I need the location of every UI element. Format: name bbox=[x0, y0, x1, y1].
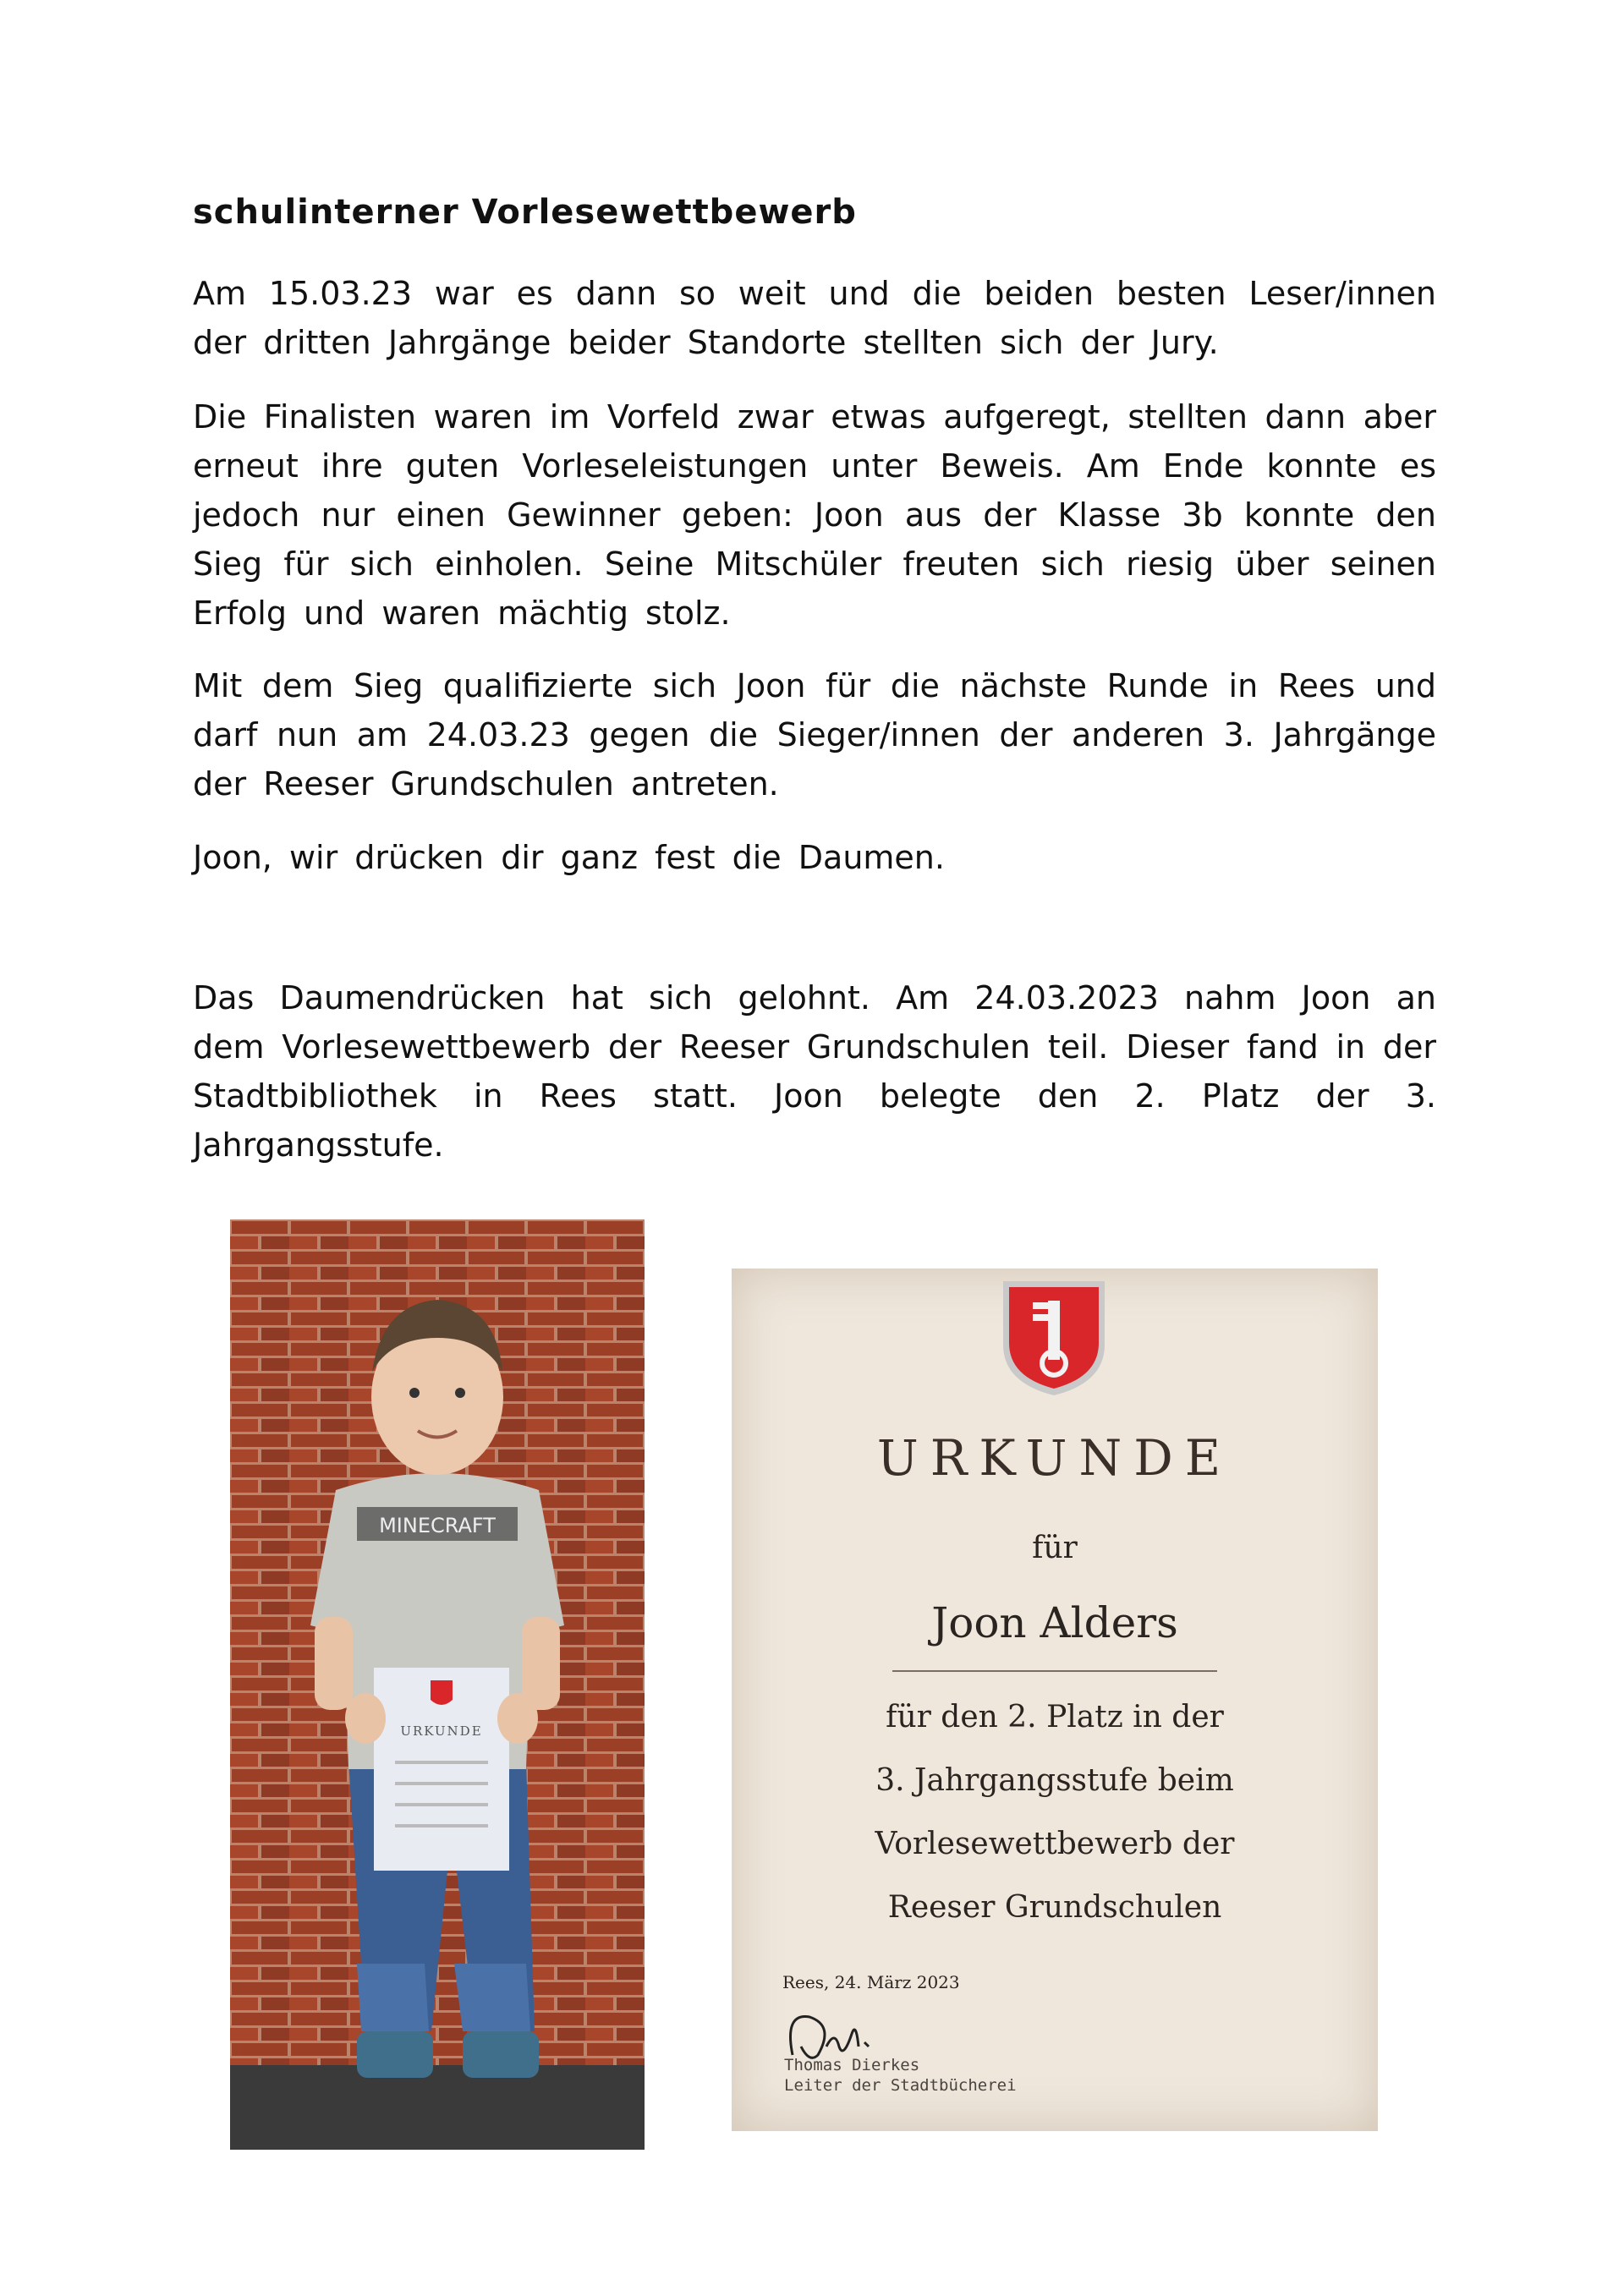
certificate-signer bbox=[784, 2055, 1017, 2096]
certificate bbox=[732, 1269, 1378, 2131]
paragraph-result: Das Daumendrücken hat sich gelohnt. Am 24.03.2023 nahm Joon an dem Vorlesewettbewerb der Reeser Grundschulen teil. Dieser fand in der Stadtbibliothek in Rees statt. Joon belegte den 2. Platz der 3. Jahrgangsstufe. bbox=[193, 979, 1436, 1164]
certificate-line: Vorlesewettbewerb der bbox=[875, 1827, 1235, 1861]
photo-boy-with-certificate bbox=[230, 1219, 645, 2150]
paragraph-finalists: Die Finalisten waren im Vorfeld zwar etwas aufgeregt, stellten dann aber erneut ihre guten Vorleseleistungen unter Beweis. Am Ende konnte es jedoch nur einen Gewinner geben: Joon aus der Klasse 3b konnte den Sieg für sich einholen. Seine Mitschüler freuten sich riesig über seinen Erfolg und waren mächtig stolz. bbox=[193, 398, 1436, 632]
paragraph-good-luck: Joon, wir drücken dir ganz fest die Daumen. bbox=[193, 839, 945, 876]
paragraph-qualification: Mit dem Sieg qualifizierte sich Joon für die nächste Runde in Rees und darf nun am 24.03.23 gegen die Sieger/innen der anderen 3. Jahrgänge der Reeser Grundschulen antreten. bbox=[193, 667, 1436, 803]
paragraph-intro: Am 15.03.23 war es dann so weit und die beiden besten Leser/innen der dritten Jahrgänge beider Standorte stellten sich der Jury. bbox=[193, 275, 1436, 361]
certificate-recipient: Joon Alders bbox=[931, 1598, 1178, 1647]
held-certificate-title: URKUNDE bbox=[400, 1723, 483, 1739]
crest-icon bbox=[999, 1277, 1109, 1400]
certificate-line: für den 2. Platz in der bbox=[886, 1700, 1224, 1734]
certificate-title: URKUNDE bbox=[876, 1429, 1233, 1487]
page-heading: schulinterner Vorlesewettbewerb bbox=[193, 193, 857, 232]
certificate-line: 3. Jahrgangsstufe beim bbox=[875, 1763, 1234, 1798]
signer-name: Thomas Dierkes bbox=[784, 2056, 920, 2074]
signer-role: Leiter der Stadtbücherei bbox=[784, 2076, 1017, 2095]
certificate-line: Reeser Grundschulen bbox=[887, 1890, 1222, 1925]
certificate-date: Rees, 24. März 2023 bbox=[782, 1972, 960, 1992]
certificate-divider bbox=[892, 1670, 1217, 1672]
certificate-for: für bbox=[1032, 1531, 1078, 1565]
shirt-print: MINECRAFT bbox=[379, 1514, 496, 1537]
